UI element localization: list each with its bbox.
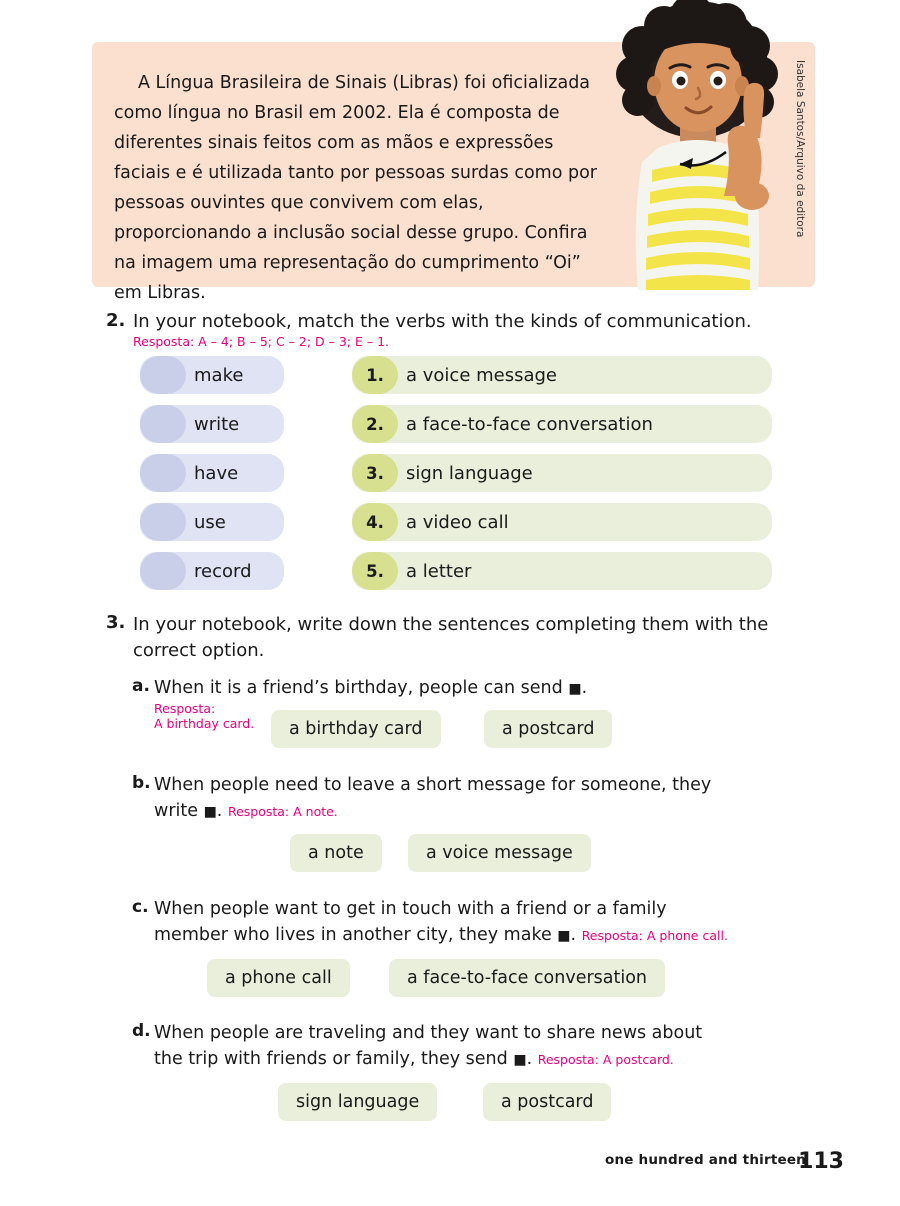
item-b-option-1[interactable]: a note <box>290 834 382 872</box>
match-left-tag-e-circle <box>140 552 186 590</box>
match-right-tag-3: 3. <box>366 463 384 483</box>
match-right-item-1[interactable] <box>352 356 772 394</box>
item-b-answer: Resposta: A note. <box>227 804 338 819</box>
item-b-letter: b. <box>132 773 151 793</box>
item-d-line1: When people are traveling and they want to share news about <box>154 1023 703 1043</box>
item-c-line2-before: member who lives in another city, they make <box>154 925 558 945</box>
match-right-label-3: sign language <box>406 462 533 484</box>
match-left-tag-b-wrap <box>140 405 186 443</box>
match-left-tag-d-wrap <box>140 503 186 541</box>
image-credit: Isabela Santos/Arquivo da editora <box>794 60 806 238</box>
match-left-item-a[interactable] <box>140 356 284 394</box>
match-left-tag-c-wrap <box>140 454 186 492</box>
match-right-tag-2-wrap <box>352 405 398 443</box>
exercise-2-statement: In your notebook, match the verbs with the kinds of communication. <box>133 311 752 332</box>
blank-square-icon: ■ <box>203 804 217 820</box>
blank-square-icon: ■ <box>557 928 571 944</box>
match-right-label-2: a face-to-face conversation <box>406 413 653 435</box>
match-right-item-2[interactable] <box>352 405 772 443</box>
match-left-label-b: write <box>194 413 240 435</box>
item-d-answer: Resposta: A postcard. <box>537 1052 674 1067</box>
item-b-line2-before: write <box>154 801 204 821</box>
item-d-option-2[interactable]: a postcard <box>483 1083 611 1121</box>
match-left-label-d: use <box>194 511 226 533</box>
match-right-label-1: a voice message <box>406 364 558 386</box>
match-right-label-5: a letter <box>406 560 472 582</box>
item-d-sentence <box>154 1020 834 1073</box>
item-b-line1: When people need to leave a short message for someone, they <box>154 775 712 795</box>
match-right-label-4: a video call <box>406 511 509 533</box>
item-d-line2-before: the trip with friends or family, they send <box>154 1049 514 1069</box>
item-b-sentence <box>154 772 824 825</box>
info-box-text: A Língua Brasileira de Sinais (Libras) foi oficializada como língua no Brasil em 2002. Ela é composta de diferentes sinais feitos com as mãos e expressões faciais e é utilizada tanto por pessoas surdas como por pessoas ouvintes que convivem com elas, proporcionando a inclusão social desse grupo. Confira na imagem uma representação do cumprimento “Oi” em Libras. <box>114 73 598 303</box>
item-a-option-1[interactable]: a birthday card <box>271 710 441 748</box>
footer-page-number: 113 <box>798 1149 844 1174</box>
match-right-item-3[interactable] <box>352 454 772 492</box>
item-c-line2-after: . <box>570 925 577 945</box>
exercise-2-number: 2. <box>106 310 126 331</box>
match-left-item-c[interactable] <box>140 454 284 492</box>
item-c-answer: Resposta: A phone call. <box>581 928 728 943</box>
exercise-2-answer-key: Resposta: A – 4; B – 5; C – 2; D – 3; E – 1. <box>133 334 390 349</box>
exercise-3-number: 3. <box>106 612 126 633</box>
footer-page-words: one hundred and thirteen <box>604 1152 806 1168</box>
match-right-tag-5-wrap <box>352 552 398 590</box>
match-left-tag-b-circle <box>140 405 186 443</box>
item-d-letter: d. <box>132 1021 151 1041</box>
blank-square-icon: ■ <box>568 681 582 697</box>
match-right-item-5[interactable] <box>352 552 772 590</box>
item-b-line2-after: . <box>216 801 223 821</box>
match-left-tag-a-wrap <box>140 356 186 394</box>
match-left-tag-d-circle <box>140 503 186 541</box>
match-left-item-d[interactable] <box>140 503 284 541</box>
match-left-label-c: have <box>194 462 239 484</box>
match-left-tag-e-wrap <box>140 552 186 590</box>
item-a-answer-line2: A birthday card. <box>154 716 255 731</box>
item-a-sentence-before: When it is a friend’s birthday, people can send <box>154 678 569 698</box>
item-a-letter: a. <box>132 676 150 696</box>
libras-girl-illustration <box>580 0 810 290</box>
item-d-option-1[interactable]: sign language <box>278 1083 437 1121</box>
match-right-tag-1: 1. <box>366 365 384 385</box>
item-a-option-2[interactable]: a postcard <box>484 710 612 748</box>
match-right-item-4[interactable] <box>352 503 772 541</box>
item-a-sentence <box>154 675 814 701</box>
item-a-answer-line1: Resposta: <box>154 701 216 716</box>
match-right-tag-4: 4. <box>366 512 384 532</box>
match-right-tag-5: 5. <box>366 561 384 581</box>
match-left-label-e: record <box>194 560 252 582</box>
match-right-tag-1-wrap <box>352 356 398 394</box>
match-right-tag-3-wrap <box>352 454 398 492</box>
exercise-3-statement: In your notebook, write down the sentences completing them with the correct option. <box>133 614 769 661</box>
item-c-letter: c. <box>132 897 149 917</box>
item-c-line1: When people want to get in touch with a friend or a family <box>154 899 667 919</box>
match-right-tag-2: 2. <box>366 414 384 434</box>
match-left-item-b[interactable] <box>140 405 284 443</box>
item-c-option-2[interactable]: a face-to-face conversation <box>389 959 665 997</box>
blank-square-icon: ■ <box>513 1052 527 1068</box>
match-left-tag-a-circle <box>140 356 186 394</box>
match-left-item-e[interactable] <box>140 552 284 590</box>
item-c-sentence <box>154 896 834 949</box>
item-a-sentence-after: . <box>581 678 588 698</box>
item-d-line2-after: . <box>526 1049 533 1069</box>
item-c-option-1[interactable]: a phone call <box>207 959 350 997</box>
match-left-tag-c-circle <box>140 454 186 492</box>
match-left-label-a: make <box>194 364 244 386</box>
item-b-option-2[interactable]: a voice message <box>408 834 591 872</box>
match-right-tag-4-wrap <box>352 503 398 541</box>
